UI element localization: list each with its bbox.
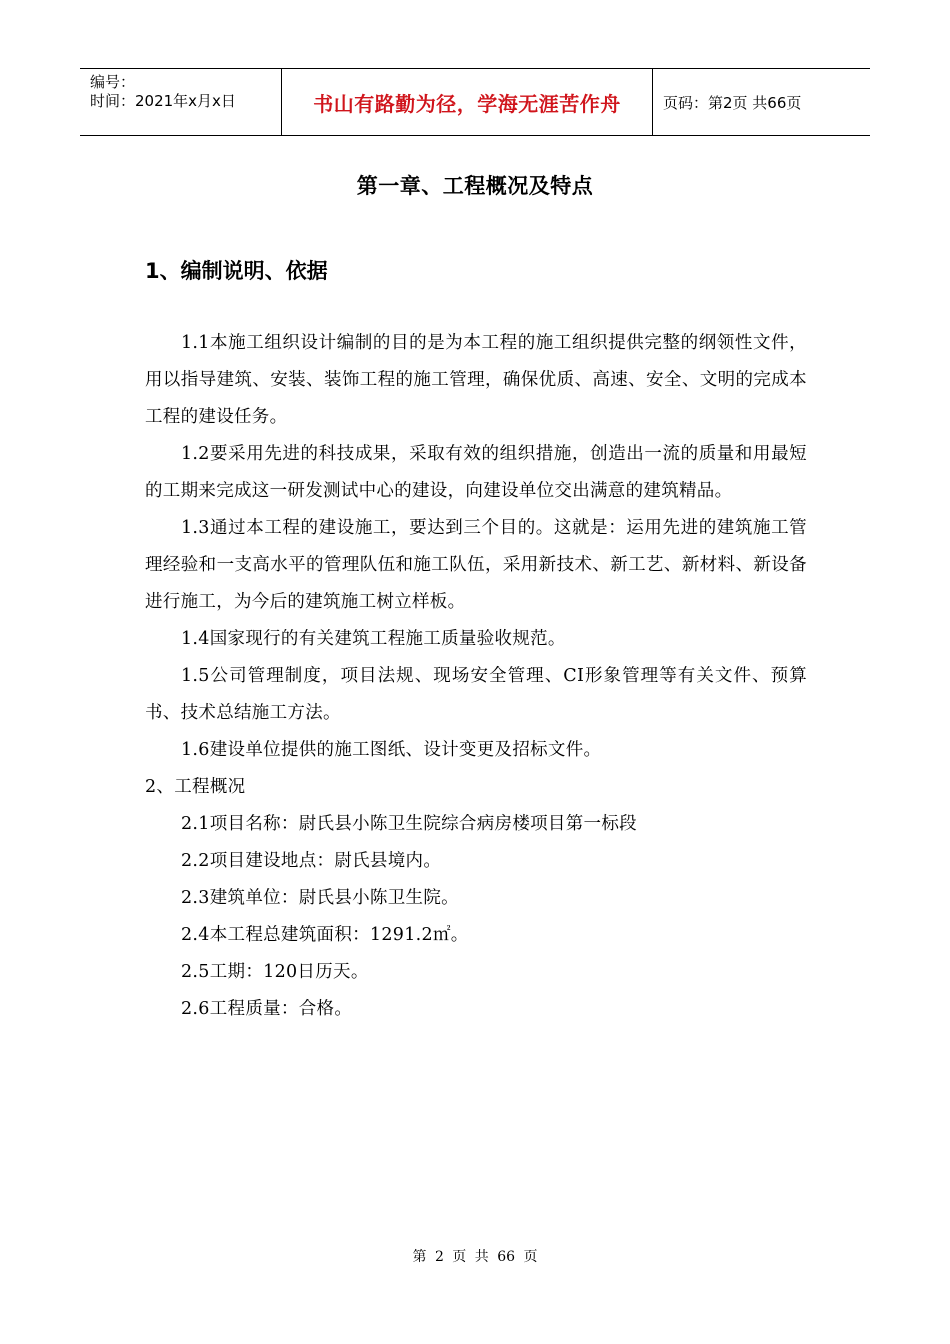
overview-item-builder: 2.3建筑单位：尉氏县小陈卫生院。: [181, 888, 459, 908]
document-header: [80, 68, 870, 136]
paragraph-1-1: 1.1本施工组织设计编制的目的是为本工程的施工组织提供完整的纲领性文件，用以指导建筑、安装、装饰工程的施工管理，确保优质、高速、安全、文明的完成本工程的建设任务。: [145, 333, 807, 427]
paragraph-1-5: 1.5公司管理制度，项目法规、现场安全管理、CI形象管理等有关文件、预算书、技术总结施工方法。: [145, 666, 807, 723]
overview-item-location: 2.2项目建设地点：尉氏县境内。: [181, 851, 442, 871]
document-number-label: 编号：: [90, 73, 136, 91]
document-body: [145, 325, 807, 1028]
overview-item-project-name: 2.1项目名称：尉氏县小陈卫生院综合病房楼项目第一标段: [181, 814, 637, 834]
overview-item-quality: 2.6工程质量：合格。: [181, 999, 353, 1019]
section-title-compilation: 1、编制说明、依据: [145, 259, 328, 283]
document-date: 时间：2021年x月x日: [90, 92, 236, 110]
header-motto: 书山有路勤为径，学海无涯苦作舟: [282, 69, 653, 135]
header-meta-cell: [80, 69, 282, 135]
overview-item-area: 2.4本工程总建筑面积：1291.2㎡。: [181, 925, 469, 945]
paragraph-1-3: 1.3通过本工程的建设施工，要达到三个目的。这就是：运用先进的建筑施工管理经验和一支高水平的管理队伍和施工队伍，采用新技术、新工艺、新材料、新设备进行施工，为今后的建筑施工树立样板。: [145, 518, 807, 612]
paragraph-1-4: 1.4国家现行的有关建筑工程施工质量验收规范。: [181, 629, 566, 649]
header-page-info: 页码：第2页 共66页: [663, 93, 802, 112]
paragraph-1-6: 1.6建设单位提供的施工图纸、设计变更及招标文件。: [181, 740, 602, 760]
page-footer: 第 2 页 共 66 页: [412, 1249, 538, 1265]
overview-item-duration: 2.5工期：120日历天。: [181, 962, 369, 982]
chapter-title: 第一章、工程概况及特点: [356, 174, 594, 198]
section-title-overview: 2、工程概况: [145, 777, 246, 797]
paragraph-1-2: 1.2要采用先进的科技成果，采取有效的组织措施，创造出一流的质量和用最短的工期来完成这一研发测试中心的建设，向建设单位交出满意的建筑精品。: [145, 444, 807, 501]
